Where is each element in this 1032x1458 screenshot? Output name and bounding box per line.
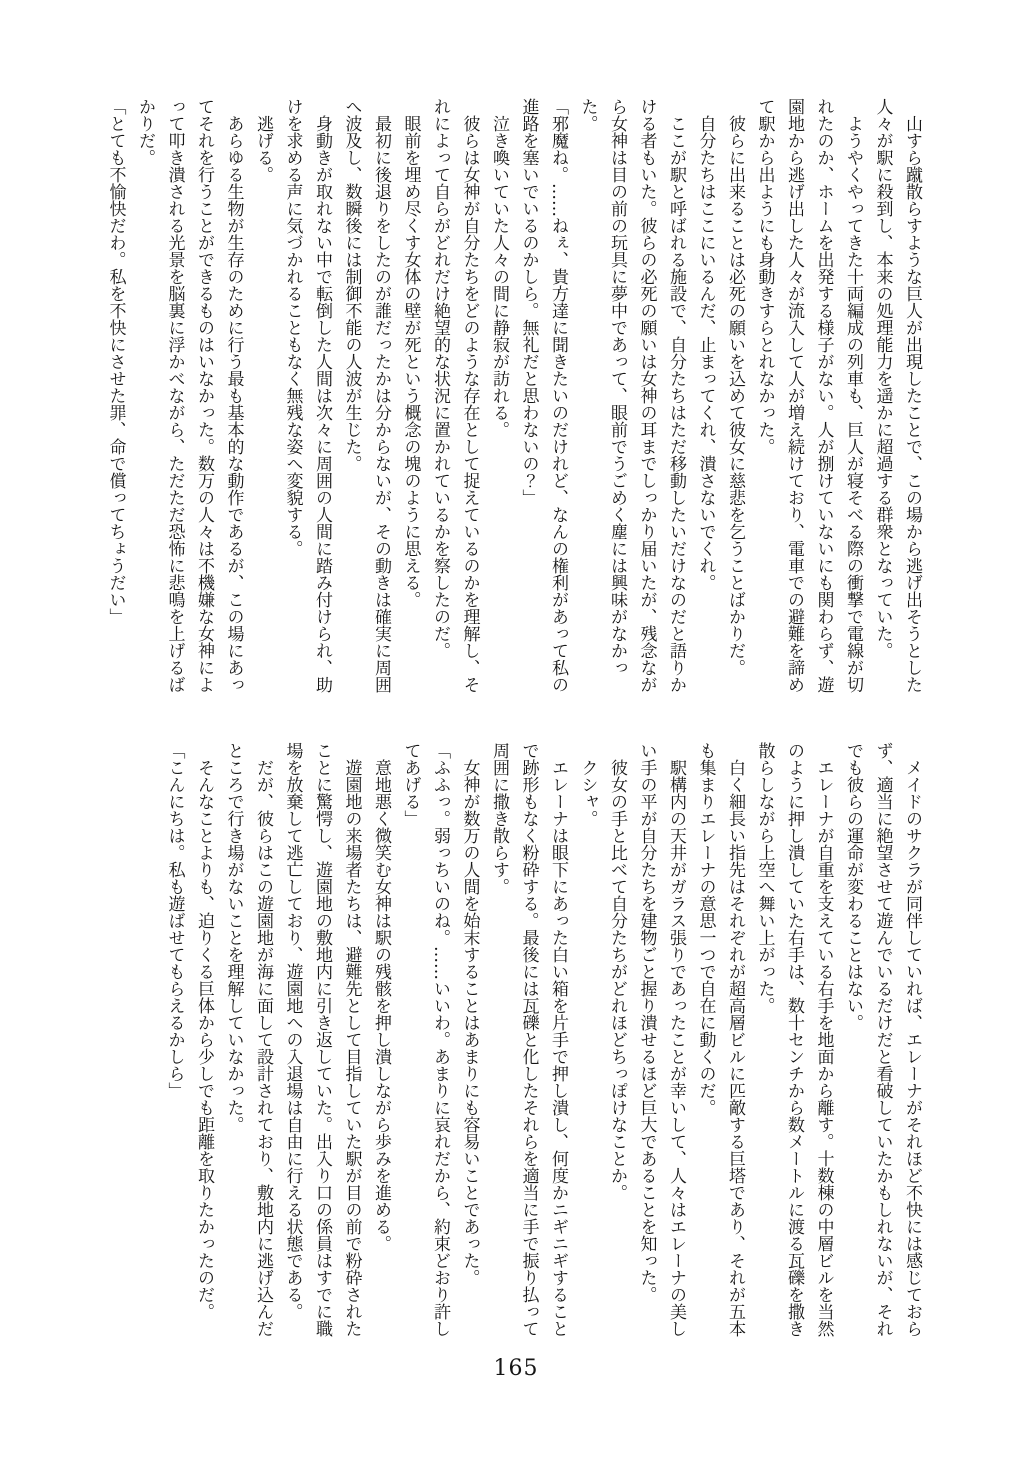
paragraph: 意地悪く微笑む女神は駅の残骸を押し潰しながら歩みを進める。 [371, 759, 391, 1252]
paragraph: ここが駅と呼ばれる施設で、自分たちはただ移動したいだけなのだと語りかける者もいた。彼らの必死の願いは女神の耳までしっかり届いたが、残念ながら女神は目の前の玩具に夢中であって、眼前でうごめく塵には興味がなかった。 [577, 98, 686, 693]
paragraph: 彼らに出来ることは必死の願いを込めて彼女に慈悲を乞うことばかりだ。 [725, 115, 745, 676]
text-block-upper [100, 98, 926, 696]
paragraph: 「邪魔ね。……ねぇ、貴方達に聞きたいのだけれど、なんの権利があって私の進路を塞いでいるのかしら。無礼だと思わないの？」 [518, 98, 568, 693]
paragraph: エレーナが自重を支えている右手を地面から離す。十数棟の中層ビルを当然のように押し潰していた右手は、数十センチから数メートルに渡る瓦礫を撒き散らしながら上空へ舞い上がった。 [754, 742, 834, 1337]
paragraph: ようやくやってきた十両編成の列車も、巨人が寝そべる際の衝撃で電線が切れたのか、ホームを出発する様子がない。人が捌けていないにも関わらず、遊園地から逃げ出した人々が流入して人が増え続けており、電車での避難を諦めて駅から出ようにも身動きすらとれなかった。 [754, 98, 863, 693]
paragraph: 逃げる。 [253, 115, 273, 183]
paragraph: あらゆる生物が生存のために行う最も基本的な動作であるが、この場にあってそれを行うことができるものはいなかった。数万の人々は不機嫌な女神によって叩き潰される光景を脳裏に浮かべながら、ただただ恐怖に悲鳴を上げるばかりだ。 [135, 98, 244, 693]
paragraph: 「こんにちは。私も遊ばせてもらえるかしら」 [164, 742, 185, 1099]
paragraph: だが、彼らはこの遊園地が海に面して設計されており、敷地内に逃げ込んだところで行き場がないことを理解していなかった。 [223, 742, 273, 1337]
paragraph: 女神が数万の人間を始末することはあまりにも容易いことであった。 [459, 759, 480, 1286]
paragraph: 遊園地の来場者たちは、避難先として目指していた駅が目の前で粉砕されたことに驚愕し、遊園地の敷地内に引き返していた。出入り口の係員はすでに職場を放棄して逃亡しており、遊園地への入退場は自由に行える状態である。 [282, 742, 362, 1337]
paragraph: 彼らは女神が自分たちをどのような存在として捉えているのかを理解し、それによって自らがどれだけ絶望的な状況に置かれているかを察したのだ。 [430, 98, 480, 693]
paragraph: エレーナは眼下にあった白い箱を片手で押し潰し、何度かニギニギすることで跡形もなく粉砕する。最後には瓦礫と化したそれらを適当に手で振り払って周囲に撒き散らす。 [489, 742, 568, 1337]
paragraph: クシャ。 [577, 759, 598, 827]
paragraph: 自分たちはここにいるんだ、止まってくれ、潰さないでくれ。 [695, 115, 716, 591]
paragraph: 山すら蹴散らすような巨人が出現したことで、この場から逃げ出そうとした人々が駅に殺到し、本来の処理能力を遥かに超過する群衆となっていた。 [872, 98, 922, 693]
paragraph: 白く細長い指先はそれぞれが超高層ビルに匹敵する巨塔であり、それが五本も集まりエレーナの意思一つで自在に動くのだ。 [695, 742, 745, 1337]
paragraph: 泣き喚いていた人々の間に静寂が訪れる。 [489, 115, 509, 438]
paragraph: 彼女の手と比べて自分たちがどれほどちっぽけなことか。 [607, 759, 627, 1201]
paragraph: メイドのサクラが同伴していれば、エレーナがそれほど不快には感じておらず、適当に絶望させて遊んでいるだけだと看破していたかもしれないが、それでも彼らの運命が変わることはない。 [843, 742, 922, 1337]
text-block-lower [159, 742, 926, 1340]
paragraph: 「とても不愉快だわ。私を不快にさせた罪、命で償ってちょうだい」 [105, 98, 126, 625]
paragraph: そんなことよりも、迫りくる巨体から少しでも距離を取りたかったのだ。 [194, 759, 214, 1320]
paragraph: 「ふふっ。弱っちいのね。……いいわ。あまりに哀れだから、約束どおり許してあげる」 [400, 742, 450, 1337]
paragraph: 最初に後退りをしたのが誰だったかは分からないが、その動きは確実に周囲へ波及し、数瞬後には制御不能の人波が生じた。 [341, 98, 391, 693]
paragraph: 駅構内の天井がガラス張りであったことが幸いして、人々はエレーナの美しい手の平が自分たちを建物ごと握り潰せるほど巨大であることを知った。 [636, 742, 686, 1337]
paragraph: 身動きが取れない中で転倒した人間は次々に周囲の人間に踏み付けられ、助けを求める声に気づかれることもなく無残な姿へ変貌する。 [282, 98, 332, 693]
paragraph: 眼前を埋め尽くす女体の壁が死という概念の塊のように思える。 [400, 115, 421, 608]
page-number: 165 [493, 1356, 539, 1381]
